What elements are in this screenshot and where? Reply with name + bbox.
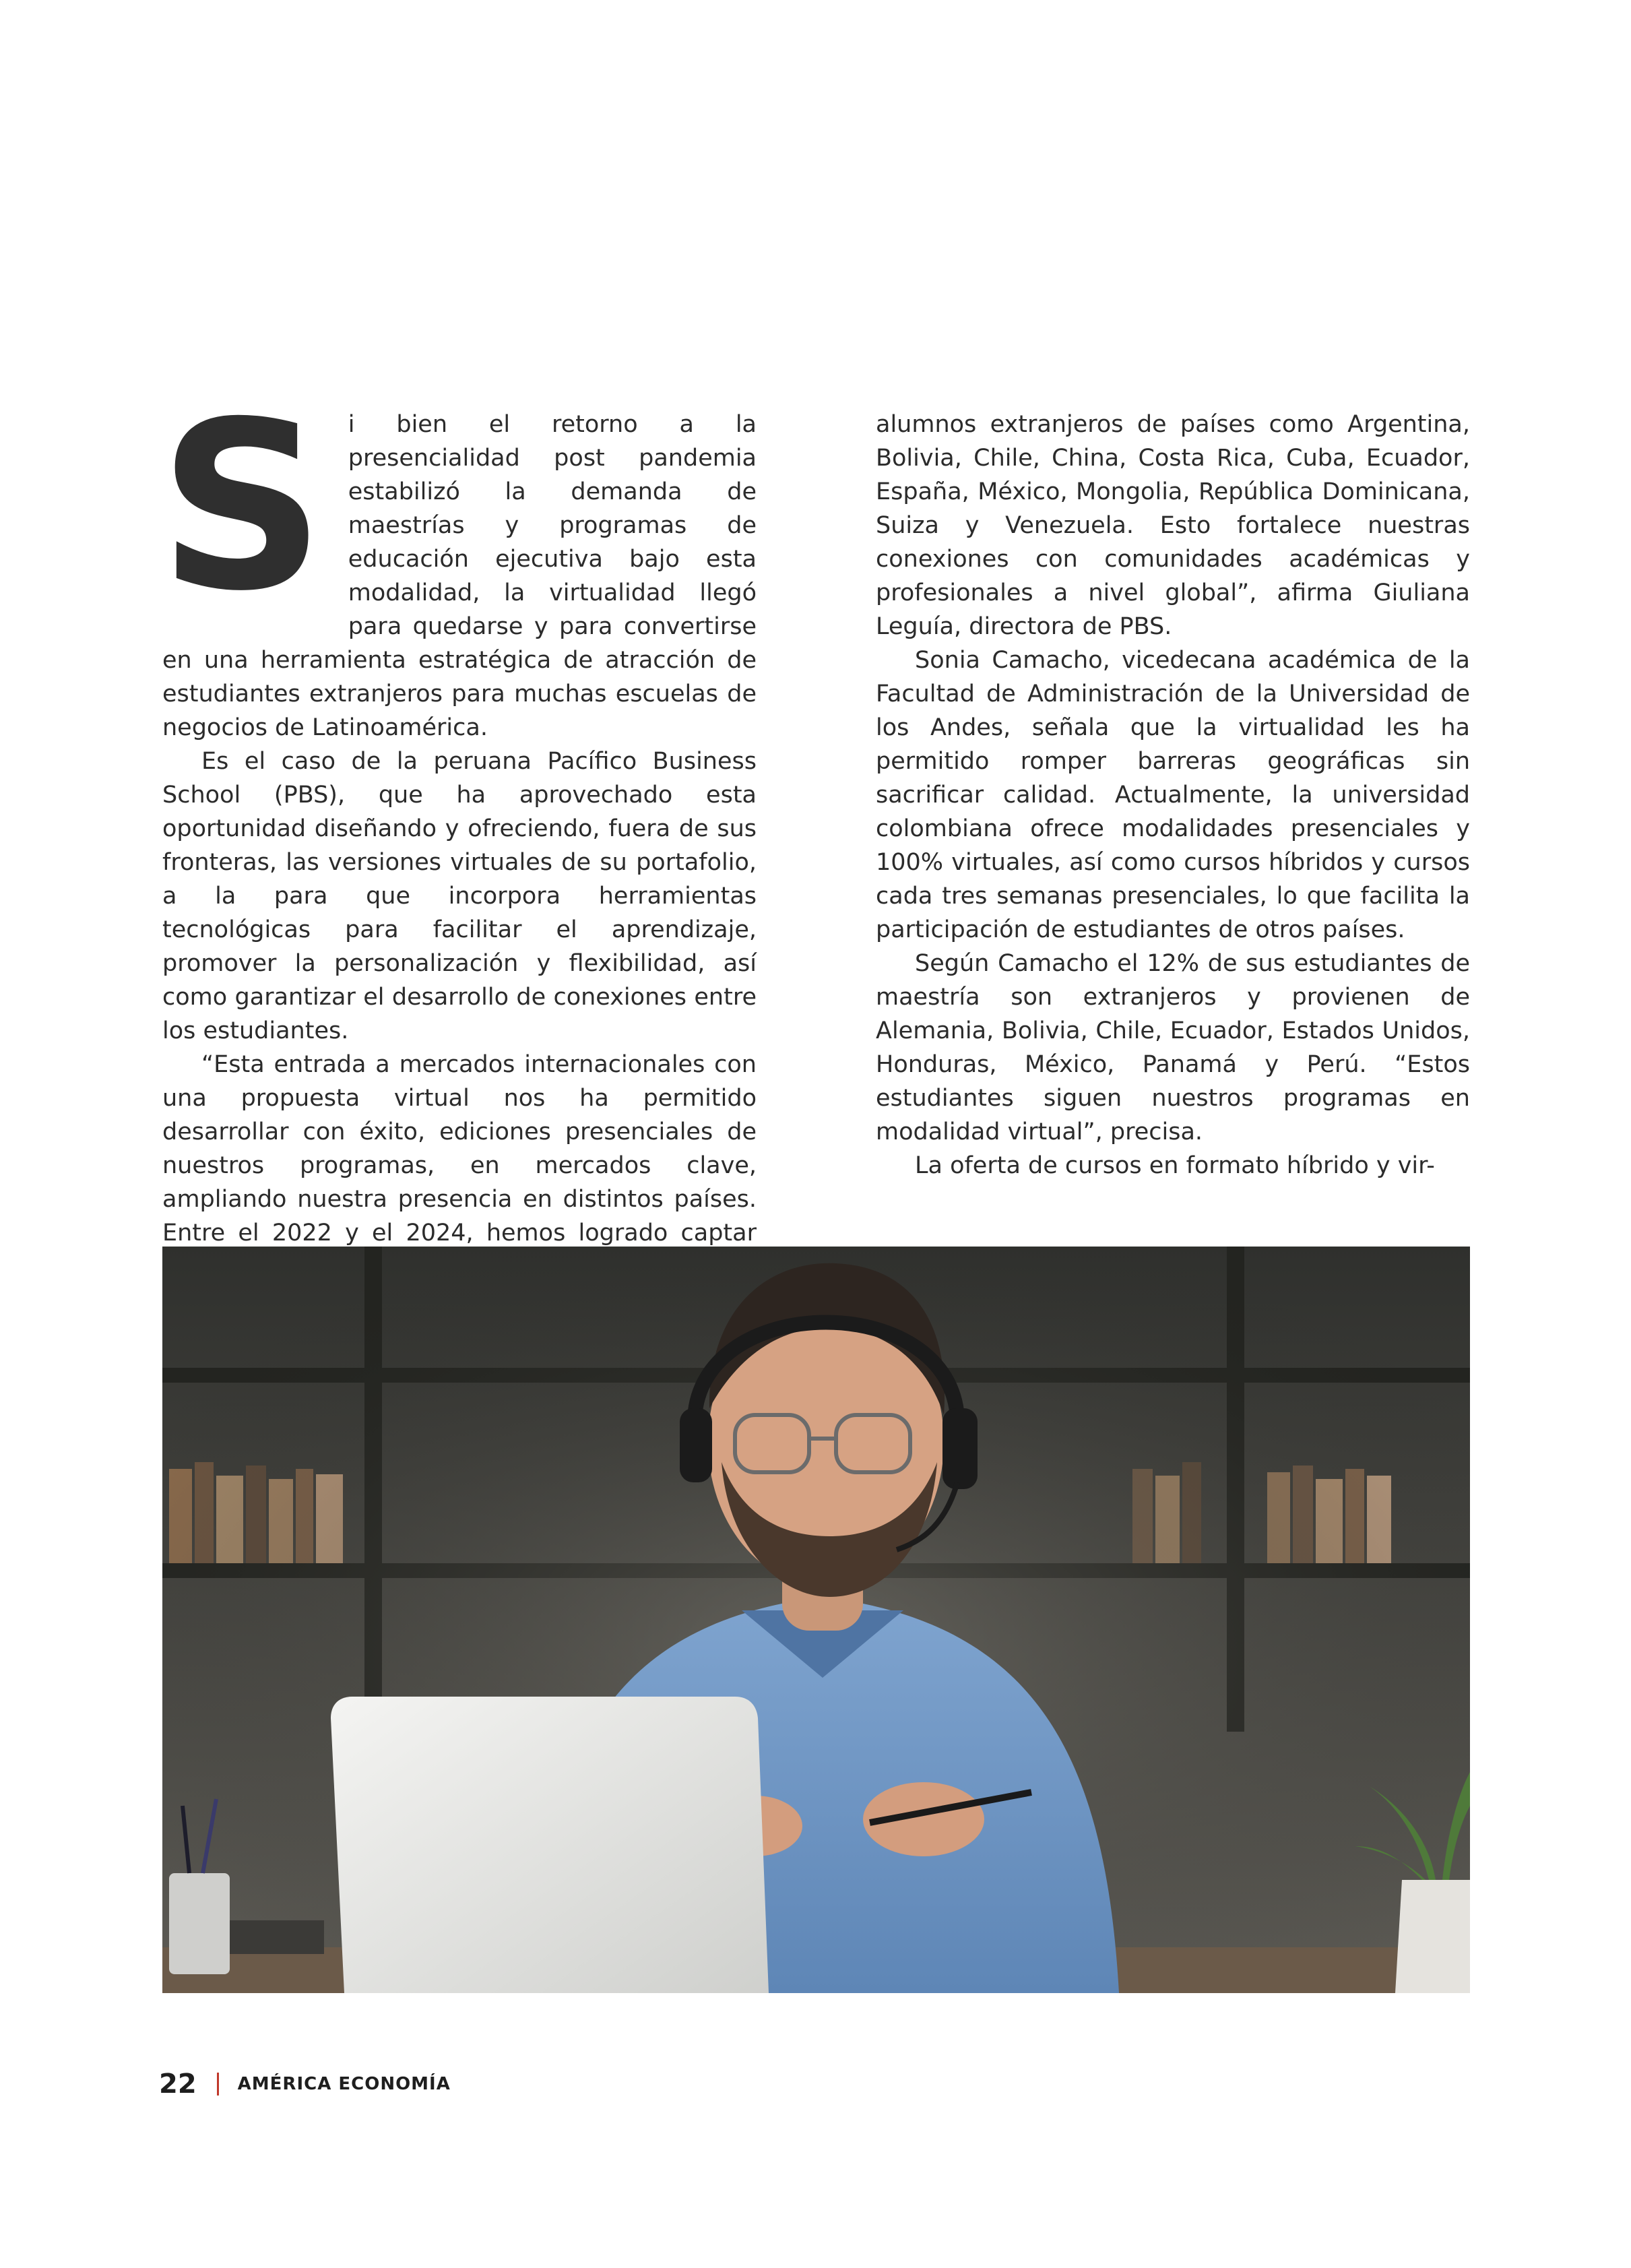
paragraph-2: Es el caso de la peruana Pacífico Business School (PBS), que ha aprovechado esta oportunidad diseñando y ofreciendo, fuera de sus fronteras, las versiones virtuales de su portafolio, a la para que incorpora herramientas tecnológicas para facilitar el aprendizaje, promover la personalización y flexibilidad, así como garantizar el desarrollo de conexiones entre los estudiantes.: [162, 748, 757, 1044]
footer-separator: [217, 2073, 219, 2096]
article-left-column: [158, 373, 757, 1284]
paragraph-1-text: i bien el retorno a la presencialidad post pandemia estabilizó la demanda de maestrías y programas de educación ejecutiva bajo esta modalidad, la virtualidad llegó para quedarse y para convertirse en una herramienta estratégica de atracción de estudiantes extranjeros para muchas escuelas de negocios de Latinoamérica.: [162, 411, 757, 741]
paragraph-1: [158, 373, 757, 745]
paragraph-7: La oferta de cursos en formato híbrido y vir-: [915, 1152, 1435, 1179]
dropcap-letter: S: [158, 373, 325, 642]
paragraph-4: alumnos extranjeros de países como Argentina, Bolivia, Chile, China, Costa Rica, Cuba, Ecuador, España, México, Mongolia, República Dominicana, Suiza y Venezuela. Esto fortalece nuestras conexiones con comunidades académicas y profesionales a nivel global”, afirma Giuliana Leguía, directora de PBS.: [876, 411, 1470, 640]
paragraph-5: Sonia Camacho, vicedecana académica de la Facultad de Administración de la Universidad de los Andes, señala que la virtualidad les ha permitido romper barreras geográficas sin sacrificar calidad. Actualmente, la universidad colombiana ofrece modalidades presenciales y 100% virtuales, así como cursos híbridos y cursos cada tres semanas presenciales, lo que facilita la participación de estudiantes de otros países.: [876, 647, 1470, 943]
paragraph-3: “Esta entrada a mercados internacionales con una propuesta virtual nos ha permitido desarrollar con éxito, ediciones presenciales de nuestros programas, en mercados clave, ampliando nuestra presencia en distintos países. Entre el 2022 y el 2024, hemos logrado captar: [162, 1051, 757, 1247]
article-right-column: [876, 408, 1470, 1183]
page-footer: [159, 2067, 451, 2101]
page-number: 22: [159, 2069, 197, 2100]
article-photo: [162, 1247, 1470, 1993]
paragraph-6: Según Camacho el 12% de sus estudiantes de maestría son extranjeros y provienen de Alemania, Bolivia, Chile, Ecuador, Estados Unidos, Honduras, México, Panamá y Perú. “Estos estudiantes siguen nuestros programas en modalidad virtual”, precisa.: [876, 950, 1470, 1145]
magazine-name: AMÉRICA ECONOMÍA: [237, 2074, 451, 2094]
